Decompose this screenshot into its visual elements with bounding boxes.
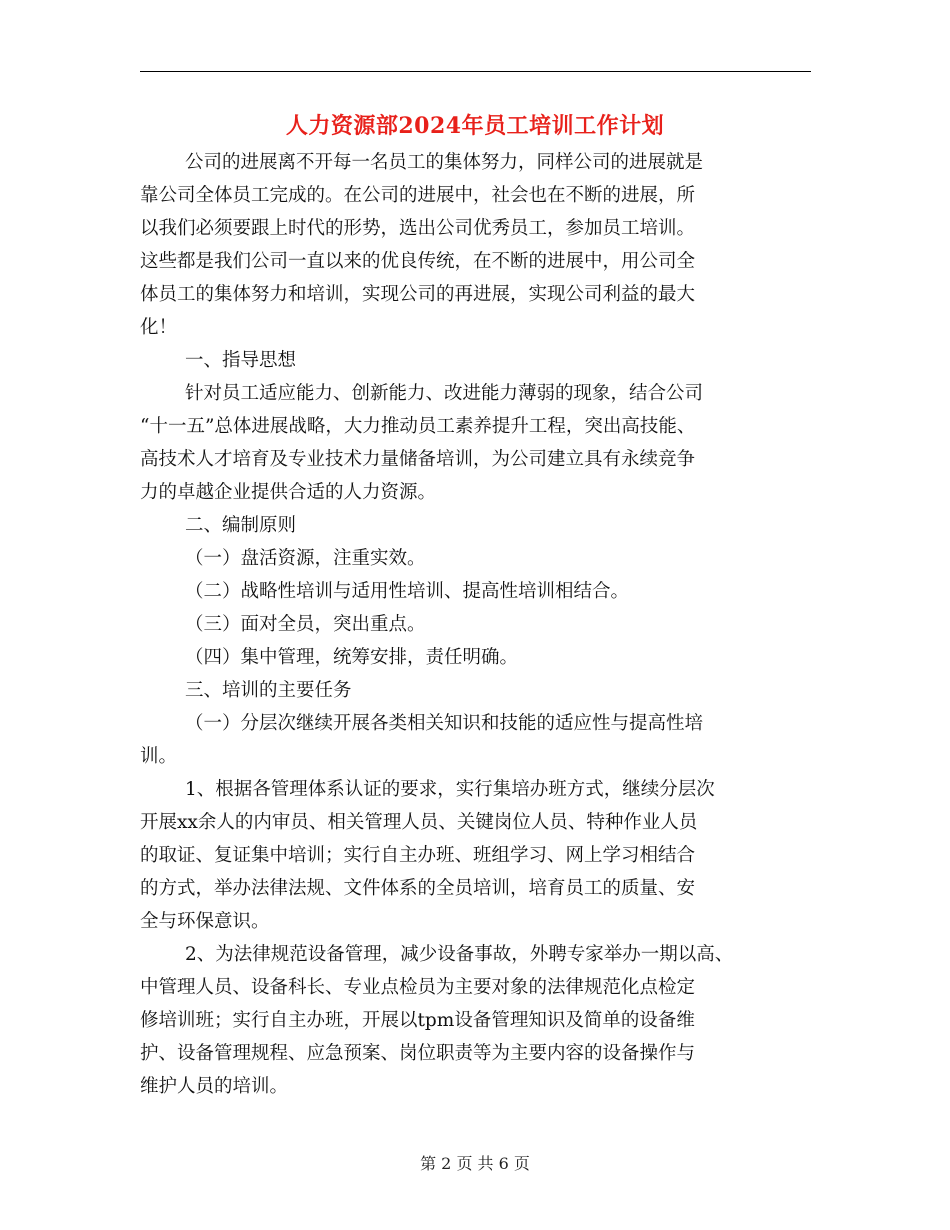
body-line: 2、为法律规范设备管理，减少设备事故，外聘专家举办一期以高、 xyxy=(185,944,734,965)
body-line: 高技术人才培育及专业技术力量储备培训，为公司建立具有永续竞争 xyxy=(140,449,696,470)
body-line: 针对员工适应能力、创新能力、改进能力薄弱的现象，结合公司 xyxy=(185,383,704,404)
body-line: 靠公司全体员工完成的。在公司的进展中，社会也在不断的进展，所 xyxy=(140,185,696,206)
section-heading: 二、编制原则 xyxy=(185,515,297,536)
body-line: 的方式，举办法律法规、文件体系的全员培训，培育员工的质量、安 xyxy=(140,878,696,899)
body-line: 维护人员的培训。 xyxy=(140,1076,289,1097)
subsection-heading: （一）分层次继续开展各类相关知识和技能的适应性与提高性培 xyxy=(185,713,704,734)
body-line: 这些都是我们公司一直以来的优良传统，在不断的进展中，用公司全 xyxy=(140,251,696,272)
body-line: 修培训班；实行自主办班，开展以tpm设备管理知识及简单的设备维 xyxy=(140,1010,695,1031)
body-line: 公司的进展离不开每一名员工的集体努力，同样公司的进展就是 xyxy=(185,152,704,173)
body-line: 的取证、复证集中培训；实行自主办班、班组学习、网上学习相结合 xyxy=(140,845,696,866)
section-heading: 三、培训的主要任务 xyxy=(185,680,352,701)
body-line: 护、设备管理规程、应急预案、岗位职责等为主要内容的设备操作与 xyxy=(140,1043,696,1064)
body-line: 以我们必须要跟上时代的形势，选出公司优秀员工，参加员工培训。 xyxy=(140,218,696,239)
body-line: 1、根据各管理体系认证的要求，实行集培办班方式，继续分层次 xyxy=(185,779,715,800)
list-item: （一）盘活资源，注重实效。 xyxy=(185,548,426,569)
list-item: （二）战略性培训与适用性培训、提高性培训相结合。 xyxy=(185,581,630,602)
body-line: 训。 xyxy=(140,746,178,767)
section-heading: 一、指导思想 xyxy=(185,350,297,371)
body-line: 全与环保意识。 xyxy=(140,911,270,932)
body-line: 体员工的集体努力和培训，实现公司的再进展，实现公司利益的最大 xyxy=(140,284,696,305)
list-item: （四）集中管理，统筹安排，责任明确。 xyxy=(185,647,519,668)
header-rule xyxy=(140,71,811,72)
document-title: 人力资源部2024年员工培训工作计划 xyxy=(285,113,665,139)
body-line: 开展xx余人的内审员、相关管理人员、关键岗位人员、特种作业人员 xyxy=(140,812,698,833)
page-number: 第 2 页 共 6 页 xyxy=(420,1154,530,1173)
body-line: 化！ xyxy=(140,317,178,338)
body-line: “十一五”总体进展战略，大力推动员工素养提升工程，突出高技能、 xyxy=(140,416,696,437)
body-line: 力的卓越企业提供合适的人力资源。 xyxy=(140,482,437,503)
body-line: 中管理人员、设备科长、专业点检员为主要对象的法律规范化点检定 xyxy=(140,977,696,998)
list-item: （三）面对全员，突出重点。 xyxy=(185,614,426,635)
